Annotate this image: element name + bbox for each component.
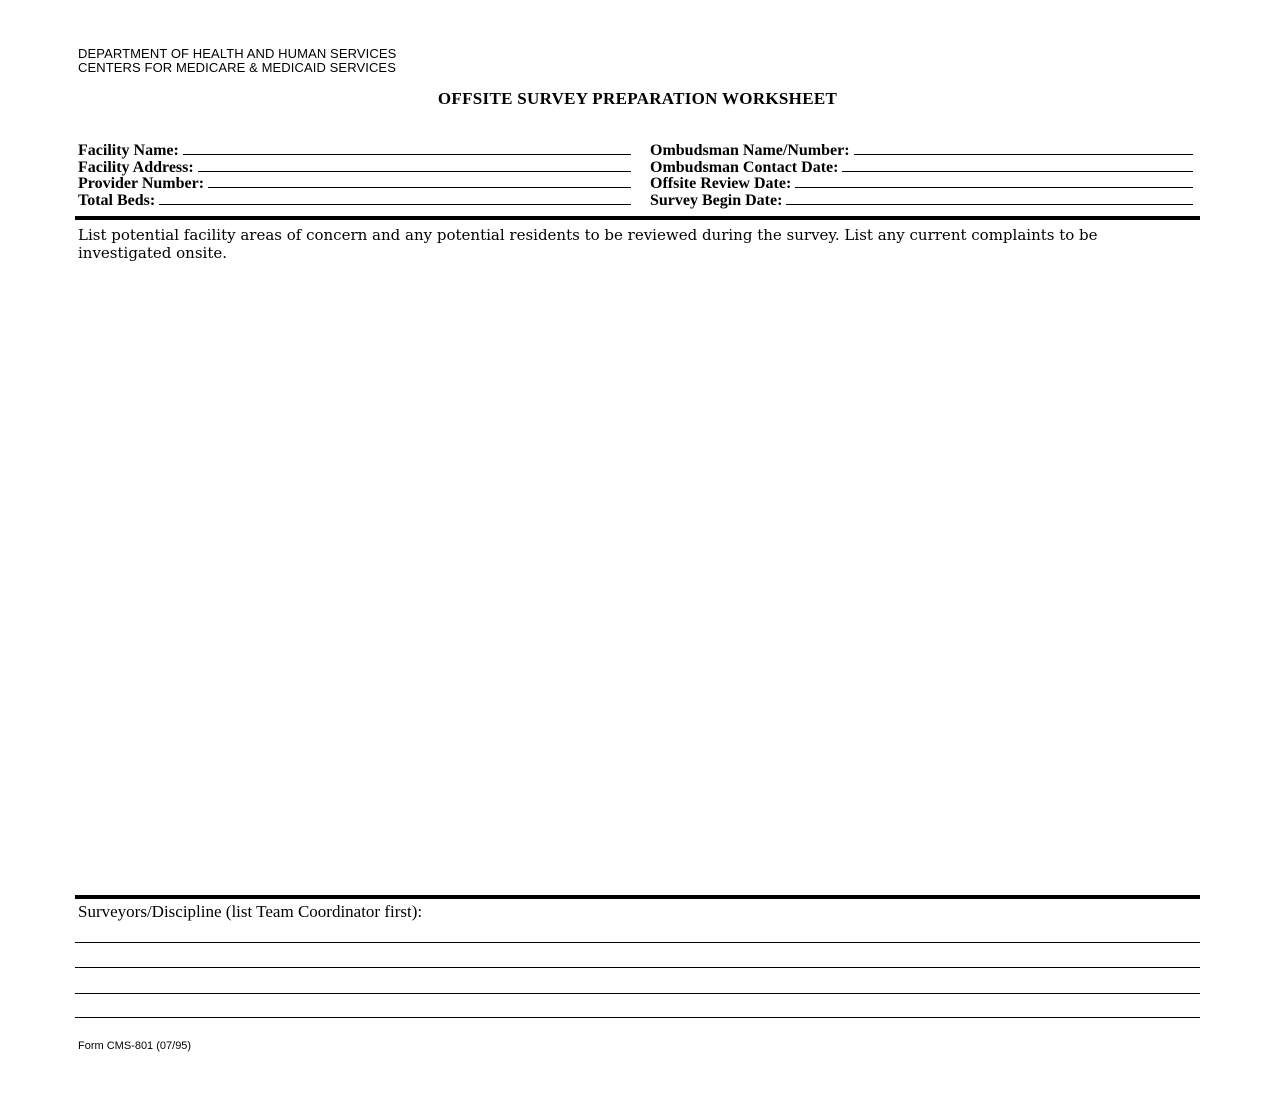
total-beds-blank[interactable] [159,192,631,205]
survey-begin-date-field [650,192,1193,209]
survey-begin-date-blank[interactable] [786,192,1193,205]
facility-address-label: Facility Address: [78,159,194,176]
offsite-review-date-blank[interactable] [795,175,1193,188]
agency-line-2: CENTERS FOR MEDICARE & MEDICAID SERVICES [78,60,396,75]
facility-name-label: Facility Name: [78,142,179,159]
ombudsman-contact-date-label: Ombudsman Contact Date: [650,159,839,176]
offsite-review-date-label: Offsite Review Date: [650,175,792,192]
survey-begin-date-label: Survey Begin Date: [650,192,783,209]
facility-name-field [78,142,631,159]
provider-number-field [78,175,631,192]
agency-line-1: DEPARTMENT OF HEALTH AND HUMAN SERVICES [78,46,397,61]
total-beds-label: Total Beds: [78,192,156,209]
top-divider-rule [75,216,1200,220]
ombudsman-name-blank[interactable] [854,142,1193,155]
ombudsman-name-field [650,142,1193,159]
ombudsman-contact-date-blank[interactable] [842,159,1193,172]
surveyor-line-2[interactable] [75,967,1200,968]
agency-header [78,47,396,75]
form-number: Form CMS-801 (07/95) [78,1040,192,1052]
surveyors-label: Surveyors/Discipline (list Team Coordinator first): [78,902,423,921]
instructions-text: List potential facility areas of concern and any potential residents to be reviewed during the survey. List any current complaints to be investigated onsite. [78,226,1098,262]
surveyor-line-4[interactable] [75,1017,1200,1018]
provider-number-label: Provider Number: [78,175,205,192]
ombudsman-contact-date-field [650,159,1193,176]
offsite-review-date-field [650,175,1193,192]
bottom-divider-rule [75,895,1200,899]
total-beds-field [78,192,631,209]
form-title: OFFSITE SURVEY PREPARATION WORKSHEET [437,89,838,108]
facility-address-field [78,159,631,176]
surveyor-line-1[interactable] [75,942,1200,943]
surveyor-line-3[interactable] [75,993,1200,994]
facility-address-blank[interactable] [198,159,631,172]
facility-name-blank[interactable] [183,142,631,155]
provider-number-blank[interactable] [208,175,631,188]
ombudsman-name-label: Ombudsman Name/Number: [650,142,850,159]
